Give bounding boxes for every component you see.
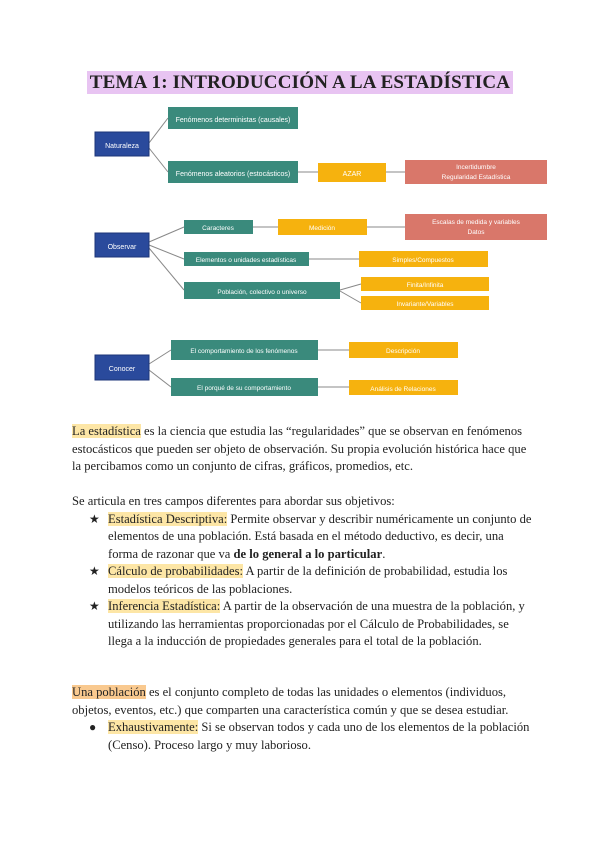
page-title — [0, 72, 600, 94]
node-analisis-label: Análisis de Relaciones — [370, 386, 436, 393]
definition-poblacion-text: es el conjunto completo de todas las unidades o elementos (individuos, objetos, eventos, etc.) que comparten una característica común y que se desea estudiar. — [72, 685, 509, 717]
node-aleatorios — [168, 161, 298, 183]
term-estadistica: La estadística — [72, 424, 141, 438]
list-item — [72, 719, 532, 754]
node-azar-label: AZAR — [342, 171, 362, 178]
star-icon: ★ — [89, 511, 100, 526]
node-observar — [95, 233, 149, 257]
term-exhaustivamente: Exhaustivamente: — [108, 720, 199, 734]
poblacion-list — [72, 719, 532, 754]
list-item-text: A partir de la observación de una muestra de la población, y utilizando las herramientas proporcionadas por el Cálculo de Probabilidades, se llega a la inducción de propiedades generales para el total de la población. — [108, 599, 525, 648]
list-item-text: Si se observan todos y cada uno de los elementos de la población (Censo). Proceso largo y muy laborioso. — [108, 720, 530, 752]
node-poblacion-label: Población, colectivo o universo — [217, 289, 307, 296]
list-item-text: A partir de la definición de probabilidad, estudia los modelos teóricos de las poblaciones. — [108, 564, 508, 596]
node-comportamiento-label: El comportamiento de los fenómenos — [190, 348, 298, 355]
list-item — [72, 511, 532, 564]
list-item — [72, 563, 532, 598]
node-incertidumbre-line1: Incertidumbre — [456, 164, 496, 171]
node-medicion-label: Medición — [308, 225, 336, 232]
node-porque-label: El porqué de su comportamiento — [197, 385, 291, 392]
definition-estadistica — [72, 423, 532, 476]
list-item — [72, 598, 532, 651]
node-invariante — [361, 296, 489, 310]
star-icon: ★ — [89, 599, 100, 613]
node-azar — [318, 163, 386, 182]
node-deterministas — [168, 107, 298, 129]
node-porque — [171, 378, 318, 396]
node-finita — [361, 277, 489, 291]
star-icon: ★ — [89, 564, 100, 578]
node-elementos-label: Elementos o unidades estadísticas — [195, 257, 297, 264]
node-escalas-line1: Escalas de medida y variables — [432, 219, 520, 226]
list-item-tail: . — [382, 546, 386, 561]
definition-poblacion — [72, 684, 532, 754]
node-aleatorios-label: Fenómenos aleatorios (estocásticos) — [175, 171, 291, 178]
campos-section — [72, 493, 532, 651]
term-probabilidades: Cálculo de probabilidades: — [108, 564, 243, 578]
node-escalas — [405, 214, 547, 240]
bullet-dot-icon: ● — [89, 720, 97, 734]
node-elementos — [184, 252, 309, 266]
node-conocer — [95, 355, 149, 380]
definition-estadistica-text: es la ciencia que estudia las “regularidades” que se observan en fenómenos estocásticos que pueden ser objeto de observación. Su propia evolución histórica hace que la percibamos como un conjunto de cifras, gráficos, promedios, etc. — [72, 424, 527, 473]
campos-list — [72, 511, 532, 651]
node-incertidumbre-line2: Regularidad Estadística — [441, 174, 511, 181]
node-observar-label: Observar — [107, 244, 137, 251]
node-caracteres-label: Caracteres — [202, 225, 234, 232]
campos-intro: Se articula en tres campos diferentes para abordar sus objetivos: — [72, 494, 395, 508]
node-caracteres — [184, 220, 253, 234]
title-text: TEMA 1: INTRODUCCIÓN A LA ESTADÍSTICA — [87, 71, 513, 94]
node-simples-label: Simples/Compuestos — [392, 257, 454, 264]
node-naturaleza — [95, 132, 149, 156]
node-medicion — [278, 219, 367, 235]
term-inferencia: Inferencia Estadística: — [108, 599, 221, 613]
node-incertidumbre — [405, 160, 547, 184]
list-item-bold: de lo general a lo particular — [233, 546, 383, 561]
node-conocer-label: Conocer — [108, 366, 136, 373]
list-item-text: Permite observar y describir numéricamente un conjunto de elementos de una población. Está basada en el método deductivo, es decir, una forma de razonar que va — [108, 511, 532, 561]
term-descriptiva: Estadística Descriptiva: — [108, 511, 228, 526]
term-poblacion: Una población — [72, 685, 146, 699]
node-naturaleza-label: Naturaleza — [105, 143, 139, 150]
node-analisis — [349, 380, 458, 395]
node-poblacion — [184, 282, 340, 299]
node-deterministas-label: Fenómenos deterministas (causales) — [175, 117, 291, 124]
node-simples — [359, 251, 488, 267]
node-invariante-label: Invariante/Variables — [396, 301, 454, 308]
node-escalas-line2: Datos — [467, 229, 485, 236]
node-finita-label: Finita/Infinita — [406, 282, 444, 289]
node-descripcion-label: Descripción — [386, 348, 420, 355]
node-descripcion — [349, 342, 458, 358]
concept-diagram — [0, 96, 600, 406]
node-comportamiento — [171, 340, 318, 360]
